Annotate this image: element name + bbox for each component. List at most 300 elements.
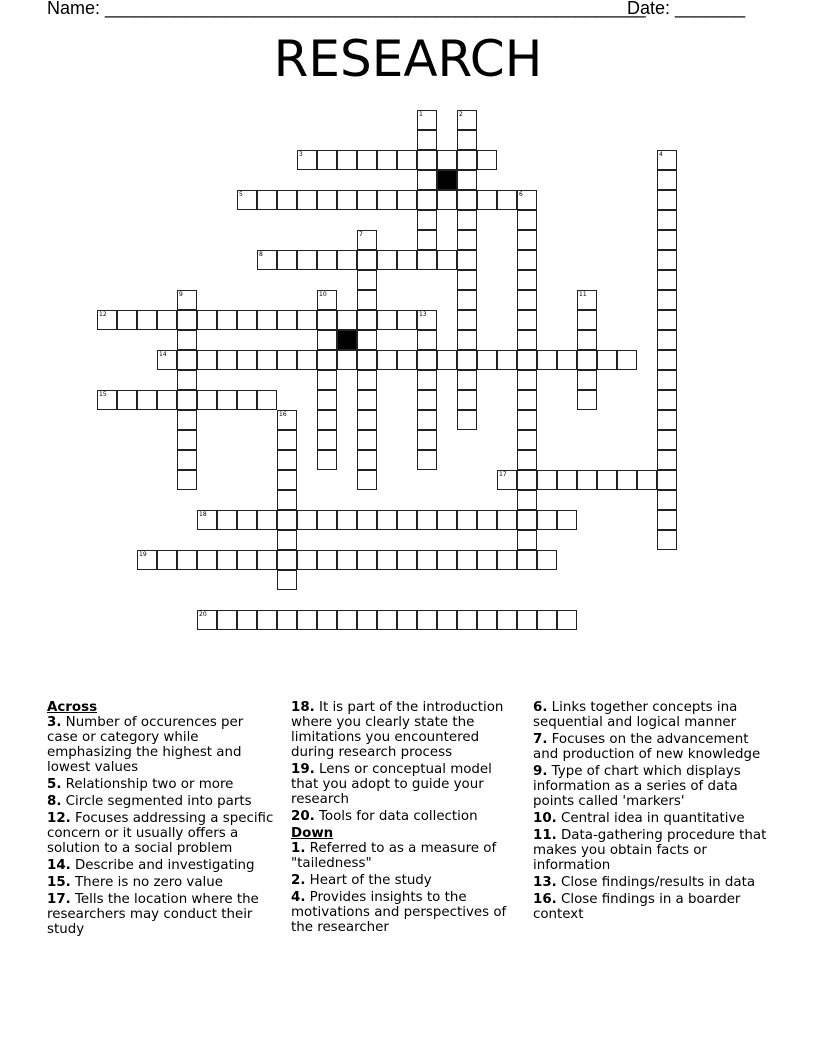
grid-cell[interactable] bbox=[277, 550, 297, 570]
clue-number: 10 bbox=[319, 291, 327, 298]
grid-cell[interactable] bbox=[317, 310, 337, 330]
grid-cell[interactable] bbox=[517, 250, 537, 270]
grid-cell[interactable] bbox=[437, 510, 457, 530]
grid-cell[interactable] bbox=[517, 210, 537, 230]
grid-cell[interactable] bbox=[357, 150, 377, 170]
grid-cell[interactable] bbox=[577, 370, 597, 390]
grid-cell[interactable] bbox=[657, 430, 677, 450]
grid-cell[interactable] bbox=[417, 150, 437, 170]
grid-cell[interactable] bbox=[357, 610, 377, 630]
clue-number: 8 bbox=[259, 251, 263, 258]
grid-cell[interactable] bbox=[657, 510, 677, 530]
grid-cell[interactable] bbox=[297, 510, 317, 530]
grid-cell[interactable] bbox=[397, 190, 417, 210]
grid-cell[interactable] bbox=[217, 350, 237, 370]
grid-cell[interactable] bbox=[577, 290, 597, 310]
grid-cell[interactable] bbox=[457, 250, 477, 270]
grid-cell[interactable] bbox=[417, 250, 437, 270]
grid-cell[interactable] bbox=[457, 130, 477, 150]
grid-cell[interactable] bbox=[657, 290, 677, 310]
clue-item-number: 2. bbox=[291, 873, 306, 888]
grid-cell[interactable] bbox=[317, 150, 337, 170]
grid-cell[interactable] bbox=[457, 510, 477, 530]
grid-cell[interactable] bbox=[177, 290, 197, 310]
grid-cell[interactable] bbox=[477, 610, 497, 630]
grid-cell[interactable] bbox=[237, 190, 257, 210]
grid-cell[interactable] bbox=[257, 390, 277, 410]
grid-cell[interactable] bbox=[557, 470, 577, 490]
clue-number: 5 bbox=[239, 191, 243, 198]
clue-number: 18 bbox=[199, 511, 207, 518]
grid-cell[interactable] bbox=[457, 190, 477, 210]
grid-cell[interactable] bbox=[437, 550, 457, 570]
grid-cell[interactable] bbox=[177, 550, 197, 570]
grid-cell[interactable] bbox=[277, 490, 297, 510]
clue-item-text: Provides insights to the motivations and perspectives of the researcher bbox=[291, 890, 507, 935]
grid-cell[interactable] bbox=[377, 610, 397, 630]
grid-cell[interactable] bbox=[177, 390, 197, 410]
grid-cell[interactable] bbox=[417, 410, 437, 430]
grid-cell[interactable] bbox=[657, 490, 677, 510]
grid-cell[interactable] bbox=[517, 330, 537, 350]
grid-cell[interactable] bbox=[457, 150, 477, 170]
grid-cell[interactable] bbox=[177, 450, 197, 470]
grid-cell[interactable] bbox=[397, 610, 417, 630]
grid-cell[interactable] bbox=[357, 370, 377, 390]
clue-item-number: 4. bbox=[291, 890, 306, 905]
grid-cell[interactable] bbox=[577, 350, 597, 370]
grid-cell[interactable] bbox=[317, 290, 337, 310]
grid-cell[interactable] bbox=[357, 550, 377, 570]
clue-item-text: Close findings/results in data bbox=[561, 875, 756, 890]
grid-cell[interactable] bbox=[417, 430, 437, 450]
grid-cell[interactable] bbox=[397, 350, 417, 370]
grid-cell[interactable] bbox=[457, 330, 477, 350]
clue-item-text: Focuses on the advancement and production of new knowledge bbox=[533, 732, 761, 762]
grid-cell[interactable] bbox=[357, 450, 377, 470]
grid-cell[interactable] bbox=[457, 270, 477, 290]
grid-cell[interactable] bbox=[137, 550, 157, 570]
clue-item-number: 7. bbox=[533, 732, 548, 747]
grid-cell[interactable] bbox=[357, 290, 377, 310]
grid-cell[interactable] bbox=[557, 350, 577, 370]
grid-cell[interactable] bbox=[117, 310, 137, 330]
grid-cell[interactable] bbox=[537, 610, 557, 630]
grid-cell[interactable] bbox=[317, 190, 337, 210]
clue-item-number: 19. bbox=[291, 762, 315, 777]
grid-cell[interactable] bbox=[417, 130, 437, 150]
grid-cell[interactable] bbox=[217, 550, 237, 570]
clue-item bbox=[291, 890, 521, 935]
grid-cell[interactable] bbox=[557, 610, 577, 630]
grid-cell[interactable] bbox=[637, 470, 657, 490]
grid-cell[interactable] bbox=[457, 230, 477, 250]
grid-cell[interactable] bbox=[417, 210, 437, 230]
clue-item-text: It is part of the introduction where you clearly state the limitations you encountered during research process bbox=[291, 700, 504, 760]
grid-cell[interactable] bbox=[217, 390, 237, 410]
grid-cell[interactable] bbox=[177, 350, 197, 370]
grid-cell[interactable] bbox=[317, 430, 337, 450]
grid-cell[interactable] bbox=[177, 470, 197, 490]
grid-cell[interactable] bbox=[357, 330, 377, 350]
grid-cell[interactable] bbox=[337, 610, 357, 630]
grid-cell[interactable] bbox=[657, 190, 677, 210]
grid-cell[interactable] bbox=[417, 310, 437, 330]
grid-cell[interactable] bbox=[597, 470, 617, 490]
grid-cell[interactable] bbox=[657, 270, 677, 290]
clue-item bbox=[47, 715, 277, 775]
grid-cell[interactable] bbox=[97, 310, 117, 330]
grid-cell[interactable] bbox=[457, 170, 477, 190]
clue-item bbox=[291, 873, 521, 888]
clue-item-text: Links together concepts ina sequential and logical manner bbox=[533, 700, 738, 730]
grid-cell[interactable] bbox=[657, 310, 677, 330]
grid-cell[interactable] bbox=[337, 350, 357, 370]
clue-number: 15 bbox=[99, 391, 107, 398]
grid-cell[interactable] bbox=[457, 370, 477, 390]
grid-cell[interactable] bbox=[417, 550, 437, 570]
clue-item-text: Relationship two or more bbox=[65, 777, 234, 792]
clue-number: 16 bbox=[279, 411, 287, 418]
clue-item-text: There is no zero value bbox=[75, 875, 224, 890]
grid-cell[interactable] bbox=[417, 330, 437, 350]
grid-cell[interactable] bbox=[297, 250, 317, 270]
grid-cell[interactable] bbox=[457, 550, 477, 570]
grid-cell[interactable] bbox=[517, 610, 537, 630]
grid-cell[interactable] bbox=[417, 170, 437, 190]
grid-cell[interactable] bbox=[337, 310, 357, 330]
grid-cell[interactable] bbox=[377, 190, 397, 210]
grid-cell[interactable] bbox=[117, 390, 137, 410]
grid-cell[interactable] bbox=[437, 150, 457, 170]
grid-cell[interactable] bbox=[197, 390, 217, 410]
grid-cell[interactable] bbox=[477, 350, 497, 370]
clue-item-number: 18. bbox=[291, 700, 315, 715]
grid-cell[interactable] bbox=[477, 190, 497, 210]
grid-cell[interactable] bbox=[357, 190, 377, 210]
grid-cell[interactable] bbox=[457, 290, 477, 310]
grid-cell[interactable] bbox=[397, 150, 417, 170]
grid-cell[interactable] bbox=[337, 150, 357, 170]
grid-cell[interactable] bbox=[517, 550, 537, 570]
clue-number: 6 bbox=[519, 191, 523, 198]
clue-item bbox=[291, 762, 521, 807]
grid-cell[interactable] bbox=[657, 450, 677, 470]
grid-cell[interactable] bbox=[577, 390, 597, 410]
grid-cell[interactable] bbox=[597, 350, 617, 370]
grid-cell[interactable] bbox=[657, 370, 677, 390]
grid-cell[interactable] bbox=[437, 250, 457, 270]
grid-cell[interactable] bbox=[417, 510, 437, 530]
clue-item-number: 8. bbox=[47, 794, 62, 809]
clue-item bbox=[47, 811, 277, 856]
blocked-cell bbox=[437, 170, 457, 190]
grid-cell[interactable] bbox=[237, 310, 257, 330]
grid-cell[interactable] bbox=[657, 410, 677, 430]
clue-item-text: Central idea in quantitative bbox=[561, 811, 745, 826]
clue-item-number: 9. bbox=[533, 764, 548, 779]
clue-item-number: 20. bbox=[291, 809, 315, 824]
grid-cell[interactable] bbox=[277, 510, 297, 530]
grid-cell[interactable] bbox=[197, 550, 217, 570]
grid-cell[interactable] bbox=[337, 550, 357, 570]
grid-cell[interactable] bbox=[557, 510, 577, 530]
clue-item-number: 14. bbox=[47, 858, 71, 873]
grid-cell[interactable] bbox=[517, 390, 537, 410]
grid-cell[interactable] bbox=[297, 150, 317, 170]
grid-cell[interactable] bbox=[377, 310, 397, 330]
grid-cell[interactable] bbox=[477, 510, 497, 530]
grid-cell[interactable] bbox=[157, 550, 177, 570]
grid-cell[interactable] bbox=[437, 350, 457, 370]
grid-cell[interactable] bbox=[457, 410, 477, 430]
grid-cell[interactable] bbox=[357, 470, 377, 490]
grid-cell[interactable] bbox=[517, 290, 537, 310]
grid-cell[interactable] bbox=[517, 470, 537, 490]
grid-cell[interactable] bbox=[317, 410, 337, 430]
grid-cell[interactable] bbox=[377, 350, 397, 370]
grid-cell[interactable] bbox=[97, 390, 117, 410]
grid-cell[interactable] bbox=[517, 430, 537, 450]
grid-cell[interactable] bbox=[197, 610, 217, 630]
grid-cell[interactable] bbox=[517, 370, 537, 390]
clue-item-text: Circle segmented into parts bbox=[65, 794, 252, 809]
grid-cell[interactable] bbox=[277, 610, 297, 630]
grid-cell[interactable] bbox=[277, 250, 297, 270]
grid-cell[interactable] bbox=[497, 470, 517, 490]
grid-cell[interactable] bbox=[457, 350, 477, 370]
grid-cell[interactable] bbox=[357, 390, 377, 410]
grid-cell[interactable] bbox=[517, 410, 537, 430]
grid-cell[interactable] bbox=[317, 450, 337, 470]
grid-cell[interactable] bbox=[277, 430, 297, 450]
grid-cell[interactable] bbox=[517, 510, 537, 530]
grid-cell[interactable] bbox=[457, 110, 477, 130]
grid-cell[interactable] bbox=[537, 350, 557, 370]
grid-cell[interactable] bbox=[197, 350, 217, 370]
clue-item-text: Heart of the study bbox=[309, 873, 432, 888]
grid-cell[interactable] bbox=[177, 410, 197, 430]
grid-cell[interactable] bbox=[197, 510, 217, 530]
grid-cell[interactable] bbox=[277, 310, 297, 330]
grid-cell[interactable] bbox=[237, 510, 257, 530]
grid-cell[interactable] bbox=[157, 350, 177, 370]
grid-cell[interactable] bbox=[537, 470, 557, 490]
clue-item-text: Referred to as a measure of "tailedness" bbox=[291, 841, 497, 871]
grid-cell[interactable] bbox=[497, 350, 517, 370]
grid-cell[interactable] bbox=[377, 250, 397, 270]
grid-cell[interactable] bbox=[517, 530, 537, 550]
grid-cell[interactable] bbox=[457, 210, 477, 230]
grid-cell[interactable] bbox=[237, 350, 257, 370]
grid-cell[interactable] bbox=[217, 310, 237, 330]
grid-cell[interactable] bbox=[277, 350, 297, 370]
grid-cell[interactable] bbox=[357, 350, 377, 370]
grid-cell[interactable] bbox=[397, 550, 417, 570]
grid-cell[interactable] bbox=[317, 510, 337, 530]
grid-cell[interactable] bbox=[257, 350, 277, 370]
grid-cell[interactable] bbox=[317, 390, 337, 410]
grid-cell[interactable] bbox=[377, 150, 397, 170]
clue-item-text: Type of chart which displays information as a series of data points called 'markers' bbox=[533, 764, 741, 809]
grid-cell[interactable] bbox=[277, 450, 297, 470]
clue-item-number: 11. bbox=[533, 828, 557, 843]
grid-cell[interactable] bbox=[657, 150, 677, 170]
clue-number: 19 bbox=[139, 551, 147, 558]
clue-item-number: 1. bbox=[291, 841, 306, 856]
grid-cell[interactable] bbox=[297, 190, 317, 210]
grid-cell[interactable] bbox=[357, 270, 377, 290]
grid-cell[interactable] bbox=[157, 390, 177, 410]
grid-cell[interactable] bbox=[477, 150, 497, 170]
grid-cell[interactable] bbox=[617, 350, 637, 370]
grid-cell[interactable] bbox=[457, 310, 477, 330]
grid-cell[interactable] bbox=[317, 330, 337, 350]
grid-cell[interactable] bbox=[357, 310, 377, 330]
grid-cell[interactable] bbox=[517, 190, 537, 210]
grid-cell[interactable] bbox=[277, 470, 297, 490]
grid-cell[interactable] bbox=[337, 510, 357, 530]
grid-cell[interactable] bbox=[437, 190, 457, 210]
clue-number: 14 bbox=[159, 351, 167, 358]
grid-cell[interactable] bbox=[277, 570, 297, 590]
grid-cell[interactable] bbox=[217, 510, 237, 530]
grid-cell[interactable] bbox=[517, 270, 537, 290]
grid-cell[interactable] bbox=[277, 530, 297, 550]
grid-cell[interactable] bbox=[257, 550, 277, 570]
clue-item bbox=[533, 892, 773, 922]
clue-number: 13 bbox=[419, 311, 427, 318]
grid-cell[interactable] bbox=[277, 190, 297, 210]
grid-cell[interactable] bbox=[657, 530, 677, 550]
grid-cell[interactable] bbox=[257, 250, 277, 270]
grid-cell[interactable] bbox=[457, 610, 477, 630]
grid-cell[interactable] bbox=[417, 450, 437, 470]
grid-cell[interactable] bbox=[497, 190, 517, 210]
grid-cell[interactable] bbox=[177, 430, 197, 450]
clue-item-text: Data-gathering procedure that makes you obtain facts or information bbox=[533, 828, 767, 873]
grid-cell[interactable] bbox=[177, 370, 197, 390]
grid-cell[interactable] bbox=[477, 550, 497, 570]
grid-cell[interactable] bbox=[577, 310, 597, 330]
grid-cell[interactable] bbox=[657, 250, 677, 270]
grid-cell[interactable] bbox=[257, 510, 277, 530]
grid-cell[interactable] bbox=[417, 190, 437, 210]
grid-cell[interactable] bbox=[657, 350, 677, 370]
grid-cell[interactable] bbox=[417, 610, 437, 630]
grid-cell[interactable] bbox=[317, 610, 337, 630]
grid-cell[interactable] bbox=[577, 470, 597, 490]
grid-cell[interactable] bbox=[357, 230, 377, 250]
grid-cell[interactable] bbox=[377, 550, 397, 570]
grid-cell[interactable] bbox=[177, 330, 197, 350]
grid-cell[interactable] bbox=[437, 610, 457, 630]
grid-cell[interactable] bbox=[137, 310, 157, 330]
grid-cell[interactable] bbox=[517, 490, 537, 510]
grid-cell[interactable] bbox=[417, 230, 437, 250]
grid-cell[interactable] bbox=[617, 470, 637, 490]
grid-cell[interactable] bbox=[257, 310, 277, 330]
grid-cell[interactable] bbox=[337, 250, 357, 270]
blocked-cell bbox=[337, 330, 357, 350]
grid-cell[interactable] bbox=[657, 170, 677, 190]
grid-cell[interactable] bbox=[537, 550, 557, 570]
grid-cell[interactable] bbox=[537, 510, 557, 530]
clue-number: 17 bbox=[499, 471, 507, 478]
grid-cell[interactable] bbox=[517, 230, 537, 250]
grid-cell[interactable] bbox=[317, 250, 337, 270]
grid-cell[interactable] bbox=[337, 190, 357, 210]
clue-item-number: 3. bbox=[47, 715, 62, 730]
grid-cell[interactable] bbox=[137, 390, 157, 410]
grid-cell[interactable] bbox=[157, 310, 177, 330]
grid-cell[interactable] bbox=[357, 430, 377, 450]
grid-cell[interactable] bbox=[197, 310, 217, 330]
grid-cell[interactable] bbox=[297, 610, 317, 630]
grid-cell[interactable] bbox=[297, 350, 317, 370]
grid-cell[interactable] bbox=[517, 450, 537, 470]
grid-cell[interactable] bbox=[237, 610, 257, 630]
grid-cell[interactable] bbox=[237, 550, 257, 570]
clue-item-number: 12. bbox=[47, 811, 71, 826]
grid-cell[interactable] bbox=[357, 410, 377, 430]
grid-cell[interactable] bbox=[497, 610, 517, 630]
grid-cell[interactable] bbox=[657, 210, 677, 230]
grid-cell[interactable] bbox=[657, 390, 677, 410]
grid-cell[interactable] bbox=[577, 330, 597, 350]
clue-item bbox=[47, 875, 277, 890]
clue-item bbox=[291, 700, 521, 760]
grid-cell[interactable] bbox=[317, 550, 337, 570]
grid-cell[interactable] bbox=[497, 550, 517, 570]
clue-item-text: Focuses addressing a specific concern or it usually offers a solution to a social problem bbox=[47, 811, 274, 856]
grid-cell[interactable] bbox=[237, 390, 257, 410]
puzzle-title: RESEARCH bbox=[273, 30, 543, 88]
grid-cell[interactable] bbox=[417, 390, 437, 410]
grid-cell[interactable] bbox=[497, 510, 517, 530]
grid-cell[interactable] bbox=[417, 350, 437, 370]
grid-cell[interactable] bbox=[457, 390, 477, 410]
grid-cell[interactable] bbox=[297, 310, 317, 330]
grid-cell[interactable] bbox=[317, 350, 337, 370]
clue-item-number: 16. bbox=[533, 892, 557, 907]
grid-cell[interactable] bbox=[517, 350, 537, 370]
grid-cell[interactable] bbox=[657, 470, 677, 490]
clue-item-text: Lens or conceptual model that you adopt to guide your research bbox=[291, 762, 492, 807]
grid-cell[interactable] bbox=[417, 370, 437, 390]
grid-cell[interactable] bbox=[397, 510, 417, 530]
grid-cell[interactable] bbox=[417, 110, 437, 130]
grid-cell[interactable] bbox=[317, 370, 337, 390]
clue-item-text: Describe and investigating bbox=[75, 858, 255, 873]
grid-cell[interactable] bbox=[217, 610, 237, 630]
grid-cell[interactable] bbox=[277, 410, 297, 430]
grid-cell[interactable] bbox=[357, 250, 377, 270]
grid-cell[interactable] bbox=[397, 250, 417, 270]
grid-cell[interactable] bbox=[257, 190, 277, 210]
grid-cell[interactable] bbox=[517, 310, 537, 330]
clue-item-number: 13. bbox=[533, 875, 557, 890]
grid-cell[interactable] bbox=[397, 310, 417, 330]
grid-cell[interactable] bbox=[657, 330, 677, 350]
grid-cell[interactable] bbox=[357, 510, 377, 530]
grid-cell[interactable] bbox=[297, 550, 317, 570]
date-field-label: Date: _______ bbox=[627, 0, 746, 18]
grid-cell[interactable] bbox=[257, 610, 277, 630]
grid-cell[interactable] bbox=[177, 310, 197, 330]
grid-cell[interactable] bbox=[377, 510, 397, 530]
grid-cell[interactable] bbox=[657, 230, 677, 250]
